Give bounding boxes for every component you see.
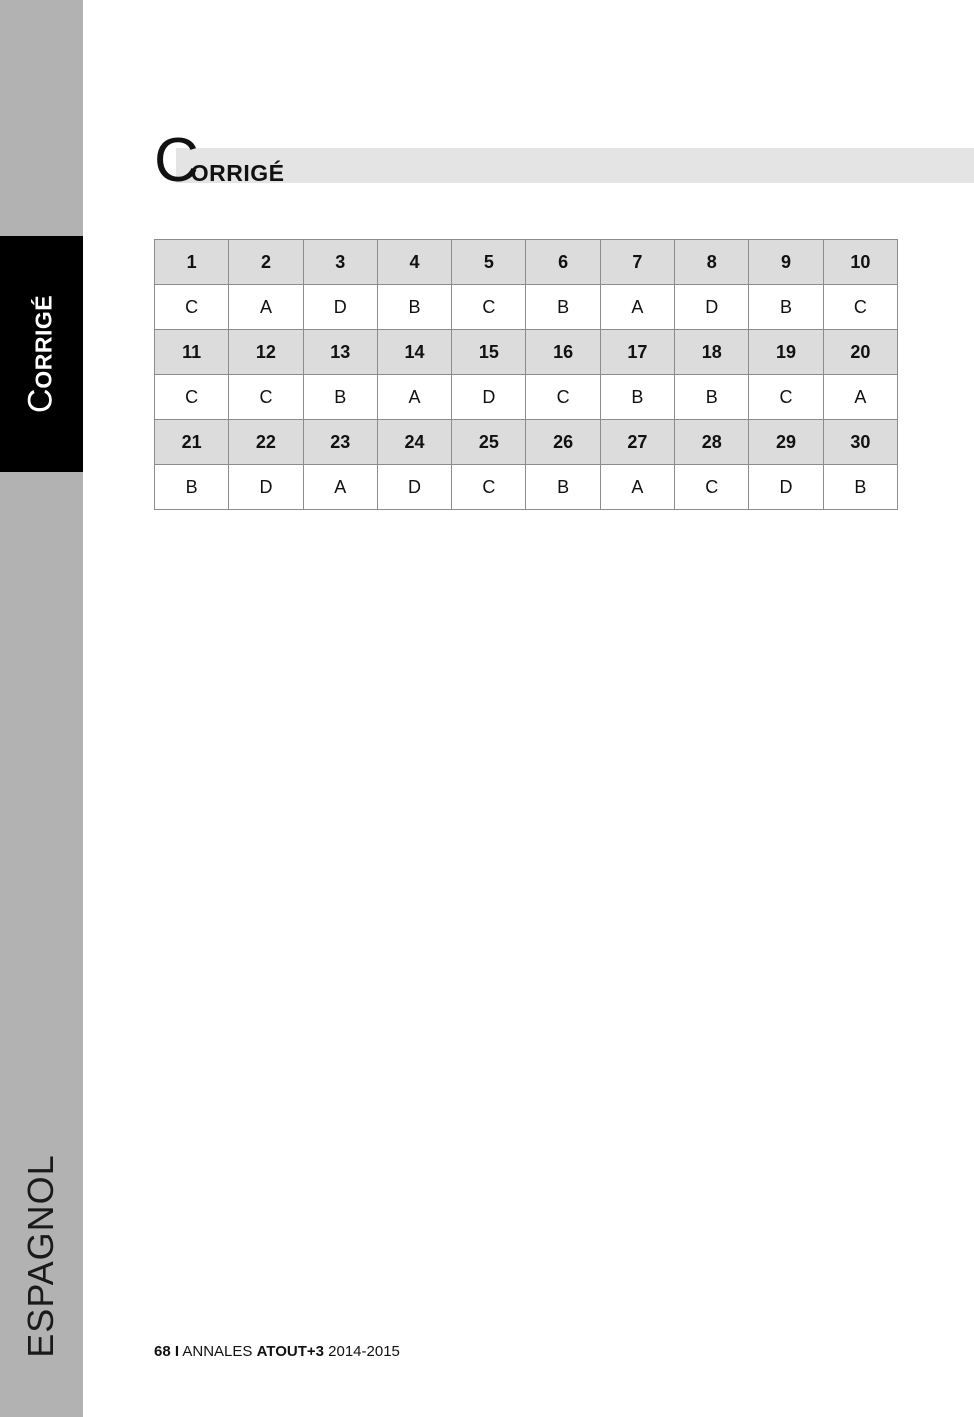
question-number-cell: 26: [526, 420, 600, 465]
footer-years: 2014-2015: [328, 1343, 400, 1360]
answer-cell: B: [303, 375, 377, 420]
footer: [154, 1343, 400, 1360]
question-number-cell: 14: [377, 330, 451, 375]
question-number-cell: 29: [749, 420, 823, 465]
question-number-cell: 13: [303, 330, 377, 375]
answer-key-table: [154, 239, 898, 510]
section-tab-label: [22, 295, 61, 413]
answer-row: [155, 375, 898, 420]
question-number-cell: 15: [452, 330, 526, 375]
answer-cell: A: [600, 465, 674, 510]
question-number-cell: 12: [229, 330, 303, 375]
question-number-cell: 16: [526, 330, 600, 375]
answer-cell: B: [600, 375, 674, 420]
question-number-cell: 8: [675, 240, 749, 285]
answer-cell: B: [823, 465, 897, 510]
answer-cell: D: [303, 285, 377, 330]
section-tab-rest: ORRIGÉ: [30, 294, 57, 389]
answer-row: [155, 465, 898, 510]
question-number-cell: 27: [600, 420, 674, 465]
answer-cell: C: [229, 375, 303, 420]
question-number-cell: 19: [749, 330, 823, 375]
answer-cell: C: [823, 285, 897, 330]
question-number-cell: 18: [675, 330, 749, 375]
question-number-cell: 4: [377, 240, 451, 285]
answer-cell: B: [155, 465, 229, 510]
question-number-cell: 21: [155, 420, 229, 465]
question-number-cell: 30: [823, 420, 897, 465]
footer-annales: ANNALES: [182, 1343, 253, 1360]
question-number-cell: 7: [600, 240, 674, 285]
answer-cell: C: [155, 375, 229, 420]
answer-cell: C: [749, 375, 823, 420]
question-number-row: [155, 240, 898, 285]
answer-cell: C: [155, 285, 229, 330]
page-title-initial: C: [154, 126, 199, 195]
answer-cell: D: [749, 465, 823, 510]
answer-cell: B: [526, 465, 600, 510]
answer-cell: D: [229, 465, 303, 510]
answer-cell: B: [526, 285, 600, 330]
answer-cell: B: [675, 375, 749, 420]
question-number-cell: 22: [229, 420, 303, 465]
page-number: 68: [154, 1343, 171, 1360]
question-number-cell: 1: [155, 240, 229, 285]
answer-cell: A: [303, 465, 377, 510]
answer-cell: C: [675, 465, 749, 510]
question-number-cell: 28: [675, 420, 749, 465]
page-title: [154, 126, 285, 195]
question-number-cell: 6: [526, 240, 600, 285]
answer-cell: C: [526, 375, 600, 420]
answer-cell: D: [675, 285, 749, 330]
question-number-row: [155, 420, 898, 465]
question-number-cell: 20: [823, 330, 897, 375]
question-number-cell: 23: [303, 420, 377, 465]
question-number-cell: 5: [452, 240, 526, 285]
question-number-cell: 2: [229, 240, 303, 285]
subject-label: ESPAGNOL: [20, 1154, 61, 1358]
question-number-row: [155, 330, 898, 375]
answer-row: [155, 285, 898, 330]
question-number-cell: 3: [303, 240, 377, 285]
answer-cell: B: [749, 285, 823, 330]
question-number-cell: 17: [600, 330, 674, 375]
answer-cell: C: [452, 285, 526, 330]
question-number-cell: 25: [452, 420, 526, 465]
title-bar: [176, 148, 974, 183]
footer-separator: I: [174, 1343, 180, 1360]
section-tab-initial: C: [21, 388, 60, 414]
answer-cell: B: [377, 285, 451, 330]
question-number-cell: 10: [823, 240, 897, 285]
footer-brand: ATOUT+3: [256, 1343, 324, 1360]
question-number-cell: 24: [377, 420, 451, 465]
answer-cell: A: [600, 285, 674, 330]
answer-cell: D: [452, 375, 526, 420]
answer-cell: C: [452, 465, 526, 510]
answer-cell: D: [377, 465, 451, 510]
answer-cell: A: [823, 375, 897, 420]
answer-cell: A: [229, 285, 303, 330]
question-number-cell: 9: [749, 240, 823, 285]
answer-cell: A: [377, 375, 451, 420]
page-title-rest: ORRIGÉ: [190, 160, 285, 186]
question-number-cell: 11: [155, 330, 229, 375]
